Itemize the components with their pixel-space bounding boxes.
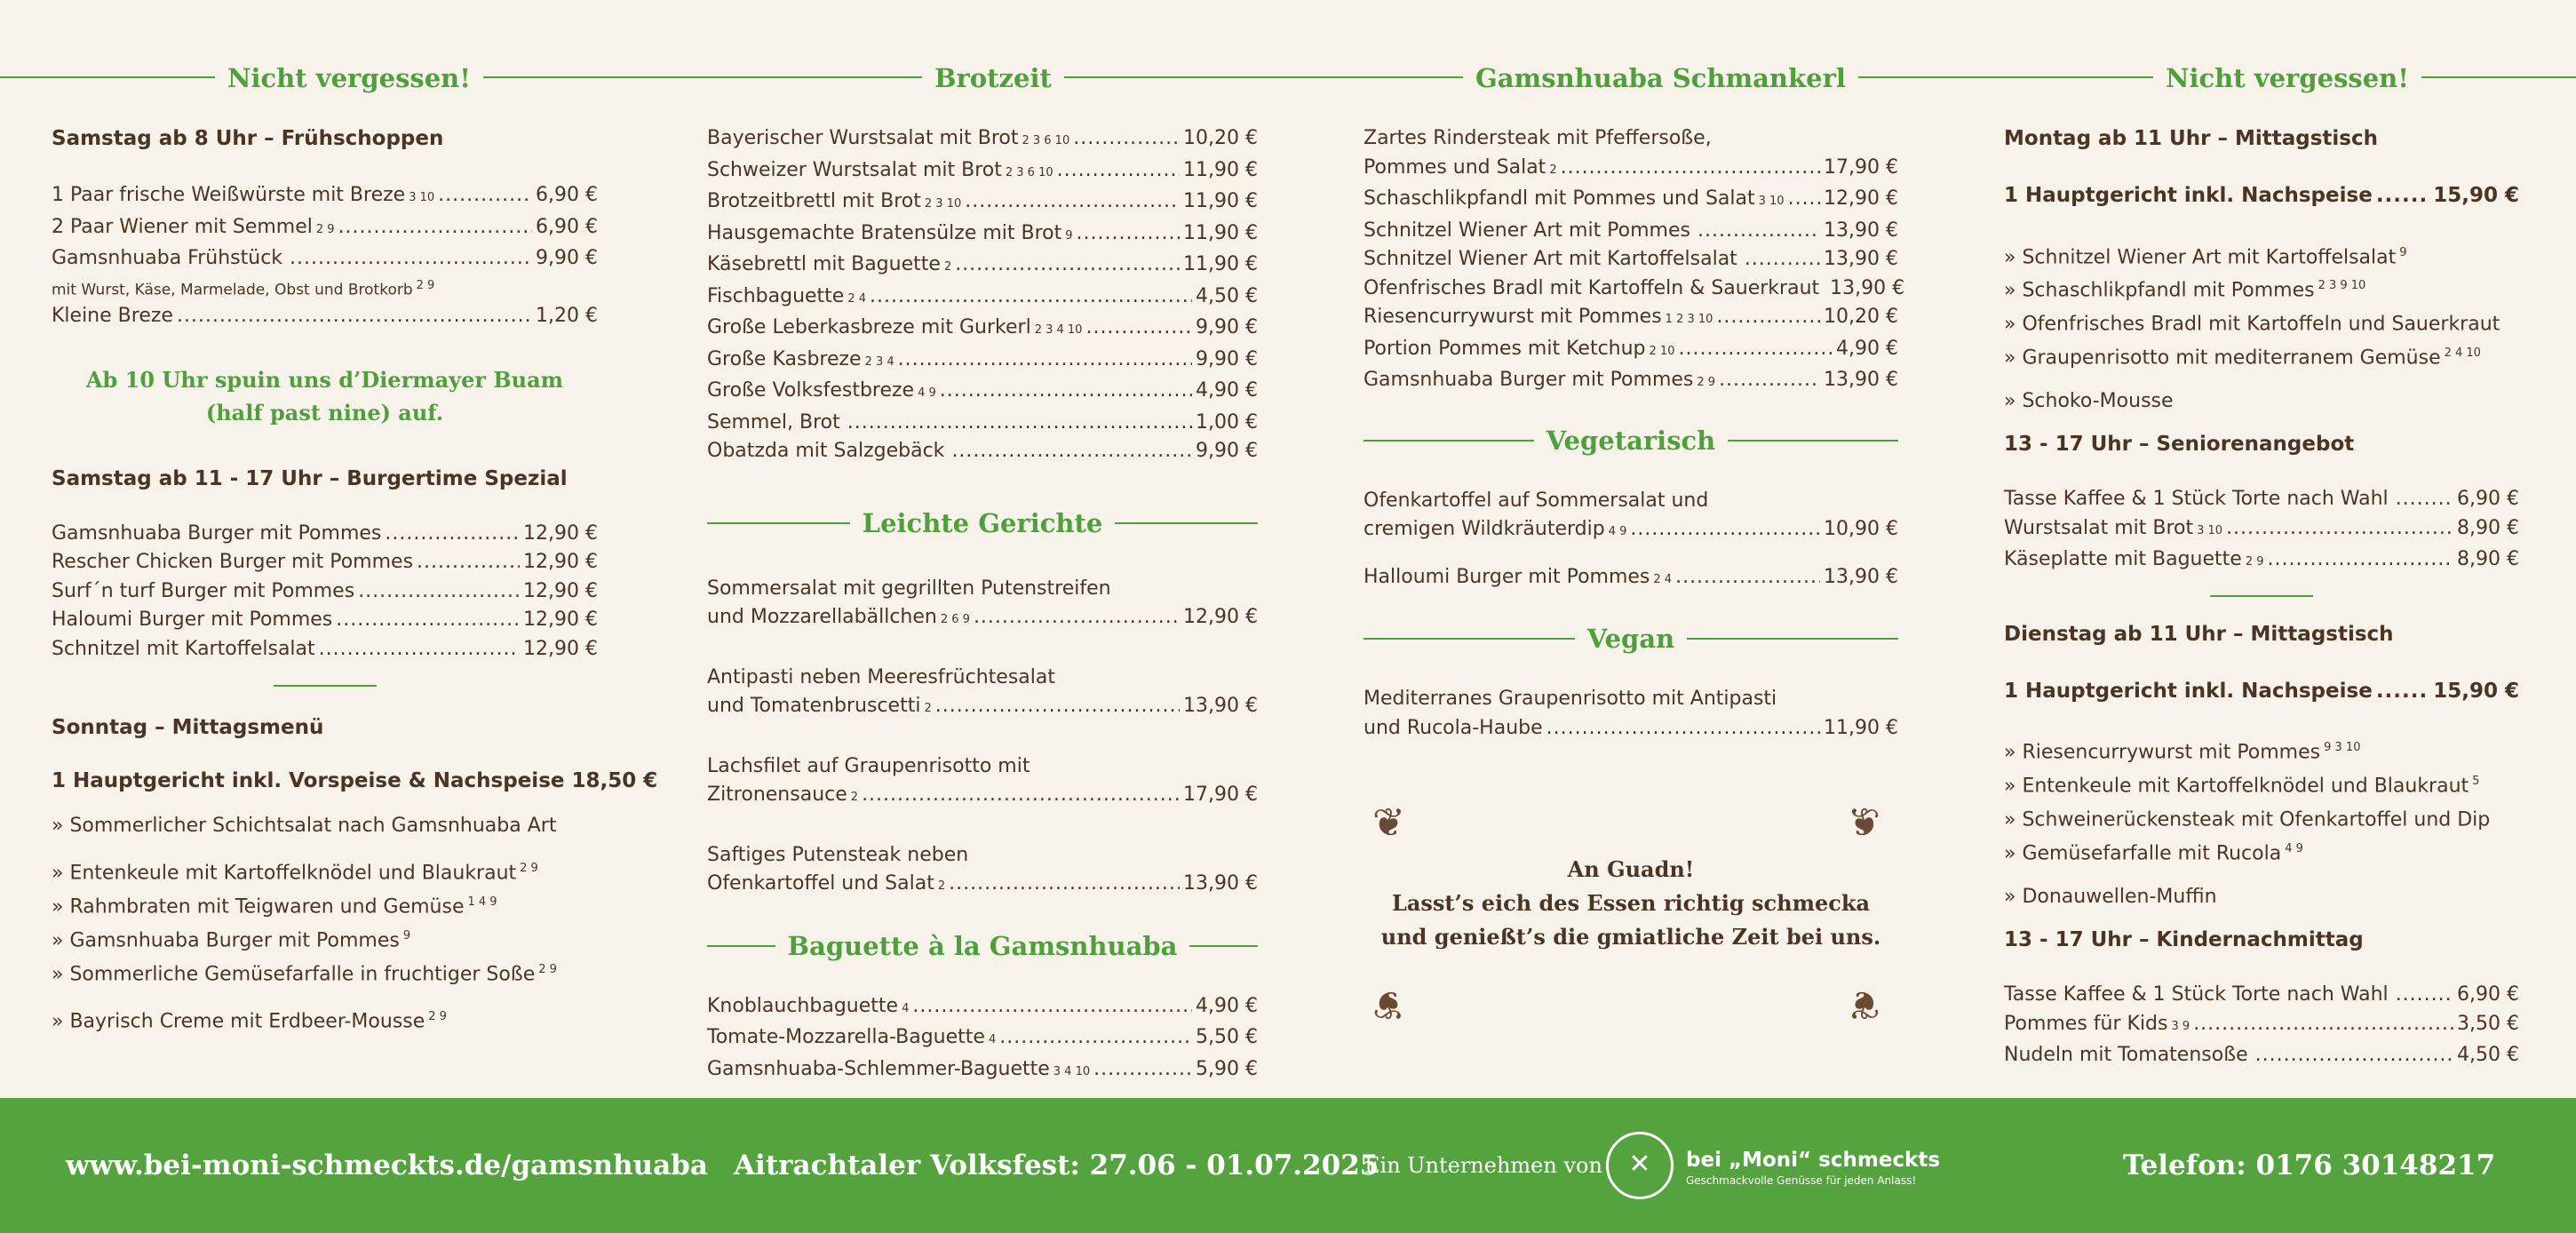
company-logo-text: bei „Moni“ schmeckts Geschmackvolle Genüsse für jeden Anlass! (1686, 1149, 1941, 1187)
menu-item: Käseplatte mit Baguette 2 9 ..... 8,90 € (2004, 545, 2519, 577)
column-nicht-vergessen-left (52, 0, 658, 1098)
menu-item: Semmel, Brot ..... 1,00 € (707, 409, 1258, 438)
heading-kids: 13 - 17 Uhr – Kindernachmittag (2004, 928, 2364, 952)
menu-item: Tasse Kaffee & 1 Stück Torte nach Wahl ..... 6,90 € (2004, 485, 2519, 514)
column-nicht-vergessen-right (2004, 0, 2519, 1098)
menu-item: Fischbaguette 2 4 ..... 4,50 € (707, 282, 1258, 314)
menu-item: Surf´n turf Burger mit Pommes ..... 12,90 € (52, 577, 598, 607)
heading-sunday: Sonntag – Mittagsmenü (52, 716, 324, 740)
menu-item: Haloumi Burger mit Pommes ..... 12,90 € (52, 606, 598, 635)
heading-monday: Montag ab 11 Uhr – Mittagstisch (2004, 127, 2378, 150)
menu-item: Tasse Kaffee & 1 Stück Torte nach Wahl ..... 6,90 € (2004, 981, 2519, 1010)
menu-item: Rescher Chicken Burger mit Pommes ..... 12,90 € (52, 548, 598, 577)
menu-item: Schaschlikpfandl mit Pommes und Salat 3 10 ..... 12,90 € (1364, 185, 1898, 217)
menu-item: Pommes für Kids 3 9 ..... 3,50 € (2004, 1010, 2519, 1042)
tuesday-option: » Schweinerückensteak mit Ofenkartoffel und Dip (2004, 808, 2491, 831)
heading-seniors: 13 - 17 Uhr – Seniorenangebot (2004, 433, 2355, 457)
company-prefix: Ein Unternehmen von (1364, 1153, 1602, 1178)
tuesday-option: » Gemüsefarfalle mit Rucola $^{4 9}$ (2004, 841, 2303, 865)
monday-option: » Ofenfrisches Bradl mit Kartoffeln und Sauerkraut (2004, 313, 2500, 336)
ornament-top-right-icon: ❦ (1848, 800, 1880, 846)
menu-item: Gamsnhuaba Frühstück ..... 9,90 € (52, 244, 598, 274)
heading-tuesday: Dienstag ab 11 Uhr – Mittagstisch (2004, 622, 2394, 646)
tuesday-option: » Entenkeule mit Kartoffelknödel und Blaukraut $^5$ (2004, 775, 2480, 798)
section-title-baguette: Baguette à la Gamsnhuaba (707, 927, 1258, 966)
menu-item: Saftiges Putensteak neben Ofenkartoffel und Salat 2 ..... 13,90 € (707, 841, 1258, 902)
menu-item: Ofenkartoffel auf Sommersalat und cremigen Wildkräuterdip 4 9 ..... 10,90 € (1364, 487, 1898, 547)
tuesday-dessert: » Donauwellen-Muffin (2004, 885, 2217, 908)
sunday-main-option: » Sommerliche Gemüsefarfalle in fruchtiger Soße $^{2 9}$ (52, 962, 557, 985)
menu-item: Gamsnhuaba Burger mit Pommes ..... 12,90 € (52, 520, 598, 549)
breakfast-note: mit Wurst, Käse, Marmelade, Obst und Brotkorb $^{2 9}$ (52, 278, 435, 299)
menu-item: 2 Paar Wiener mit Semmel 2 9 ..... 6,90 € (52, 213, 598, 245)
section-title-brotzeit: Brotzeit (922, 59, 1064, 98)
monday-option: » Schaschlikpfandl mit Pommes $^{2 3 9 10}$ (2004, 279, 2366, 302)
section-title-nicht-vergessen-left: Nicht vergessen! (215, 59, 483, 98)
menu-item: Bayerischer Wurstsalat mit Brot 2 3 6 10 ..... 10,20 € (707, 124, 1258, 156)
menu-item-monday-main: 1 Hauptgericht inkl. Nachspeise ..... 15,90 € (2004, 181, 2519, 211)
section-title-leichte-gerichte: Leichte Gerichte (707, 504, 1258, 543)
company-logo (1606, 1132, 1674, 1199)
section-title-schmankerl: Gamsnhuaba Schmankerl (1463, 59, 1858, 98)
closing-greeting: An Guadn! Lasst’s eich des Essen richtig schmecka und genießt’s die gmiatliche Zeit bei uns. (1380, 856, 1881, 950)
menu-item-sunday-main: 1 Hauptgericht inkl. Vorspeise & Nachspeise 18,50 € (52, 769, 658, 793)
menu-item: Tomate-Mozzarella-Baguette 4 ..... 5,50 € (707, 1023, 1258, 1055)
menu-item: Portion Pommes mit Ketchup 2 10 ..... 4,90 € (1364, 335, 1898, 367)
monday-dessert: » Schoko-Mousse (2004, 389, 2174, 412)
website-link[interactable]: www.bei-moni-schmeckts.de/gamsnhuaba (66, 1149, 708, 1181)
event-info: Aitrachtaler Volksfest: 27.06 - 01.07.2025 (734, 1149, 1379, 1181)
monday-option: » Graupenrisotto mit mediterranem Gemüse $^{2 4 10}$ (2004, 346, 2481, 370)
band-note: Ab 10 Uhr spuin uns d’Diermayer Buam (half past nine) auf. (85, 366, 564, 426)
menu-item: Zartes Rindersteak mit Pfeffersoße, Pommes und Salat 2 ..... 17,90 € (1364, 124, 1898, 185)
footer-bar (0, 1098, 2576, 1233)
menu-item: Schnitzel mit Kartoffelsalat ..... 12,90 € (52, 635, 598, 664)
menu-item: Nudeln mit Tomatensoße ..... 4,50 € (2004, 1041, 2519, 1070)
menu-item: 1 Paar frische Weißwürste mit Breze 3 10 ..... 6,90 € (52, 181, 598, 213)
sunday-main-option: » Rahmbraten mit Teigwaren und Gemüse $^{1 4 9}$ (52, 895, 497, 919)
menu-item: Hausgemachte Bratensülze mit Brot 9 ..... 11,90 € (707, 219, 1258, 251)
ornament-bottom-right-icon: ❦ (1848, 982, 1880, 1027)
ornament-bottom-left-icon: ❦ (1372, 982, 1405, 1027)
section-title-vegetarisch: Vegetarisch (1364, 421, 1898, 460)
menu-item: Knoblauchbaguette 4 ..... 4,90 € (707, 992, 1258, 1024)
menu-item-tuesday-main: 1 Hauptgericht inkl. Nachspeise ..... 15,90 € (2004, 677, 2519, 706)
logo-cutlery-icon: ✕ (1628, 1149, 1651, 1180)
menu-item: Kleine Breze ..... 1,20 € (52, 302, 598, 331)
menu-item: Schnitzel Wiener Art mit Kartoffelsalat ..... 13,90 € (1364, 245, 1898, 274)
menu-item: Gamsnhuaba Burger mit Pommes 2 9 ..... 13,90 € (1364, 366, 1898, 398)
menu-item: Lachsfilet auf Graupenrisotto mit Zitronensauce 2 ..... 17,90 € (707, 752, 1258, 813)
menu-item: Schweizer Wurstsalat mit Brot 2 3 6 10 ..... 11,90 € (707, 156, 1258, 188)
menu-item: Sommersalat mit gegrillten Putenstreifen und Mozzarellabällchen 2 6 9 ..... 12,90 € (707, 575, 1258, 635)
menu-item: Große Volksfestbreze 4 9 ..... 4,90 € (707, 377, 1258, 409)
section-title-nicht-vergessen-right: Nicht vergessen! (2153, 59, 2421, 98)
menu-item: Riesencurrywurst mit Pommes 1 2 3 10 ..... 10,20 € (1364, 303, 1898, 335)
menu-item: Große Kasbreze 2 3 4 ..... 9,90 € (707, 346, 1258, 378)
menu-item: Gamsnhuaba-Schlemmer-Baguette 3 4 10 ..... 5,90 € (707, 1055, 1258, 1087)
sunday-dessert: » Bayrisch Creme mit Erdbeer-Mousse $^{2 9}$ (52, 1010, 447, 1033)
tuesday-option: » Riesencurrywurst mit Pommes $^{9 3 10}$ (2004, 741, 2361, 764)
menu-item: Brotzeitbrettl mit Brot 2 3 10 ..... 11,90 € (707, 187, 1258, 219)
menu-item: Obatzda mit Salzgebäck ..... 9,90 € (707, 437, 1258, 466)
heading-saturday-morning: Samstag ab 8 Uhr – Frühschoppen (52, 127, 444, 150)
menu-item: Große Leberkasbreze mit Gurkerl 2 3 4 10 ..... 9,90 € (707, 314, 1258, 346)
column-brotzeit (707, 0, 1258, 1098)
menu-item: Schnitzel Wiener Art mit Pommes ..... 13,90 € (1364, 217, 1898, 246)
section-title-vegan: Vegan (1364, 619, 1898, 658)
menu-item: Mediterranes Graupenrisotto mit Antipasti und Rucola-Haube ..... 11,90 € (1364, 685, 1898, 743)
phone-number[interactable]: Telefon: 0176 30148217 (2123, 1149, 2496, 1181)
menu-item: Antipasti neben Meeresfrüchtesalat und Tomatenbruscetti 2 ..... 13,90 € (707, 664, 1258, 724)
menu-item: Halloumi Burger mit Pommes 2 4 ..... 13,90 € (1364, 563, 1898, 595)
menu-item: Wurstsalat mit Brot 3 10 ..... 8,90 € (2004, 514, 2519, 546)
sunday-starter: » Sommerlicher Schichtsalat nach Gamsnhuaba Art (52, 814, 557, 837)
menu-item: Ofenfrisches Bradl mit Kartoffeln & Sauerkraut 13,90 € (1364, 276, 1905, 299)
ornament-top-left-icon: ❦ (1372, 800, 1405, 846)
heading-burgertime: Samstag ab 11 - 17 Uhr – Burgertime Spezial (52, 466, 568, 490)
monday-option: » Schnitzel Wiener Art mit Kartoffelsalat $^9$ (2004, 245, 2407, 268)
sunday-main-option: » Gamsnhuaba Burger mit Pommes $^9$ (52, 928, 411, 952)
sunday-main-option: » Entenkeule mit Kartoffelknödel und Blaukraut $^{2 9}$ (52, 862, 538, 885)
menu-item: Käsebrettl mit Baguette 2 ..... 11,90 € (707, 251, 1258, 282)
